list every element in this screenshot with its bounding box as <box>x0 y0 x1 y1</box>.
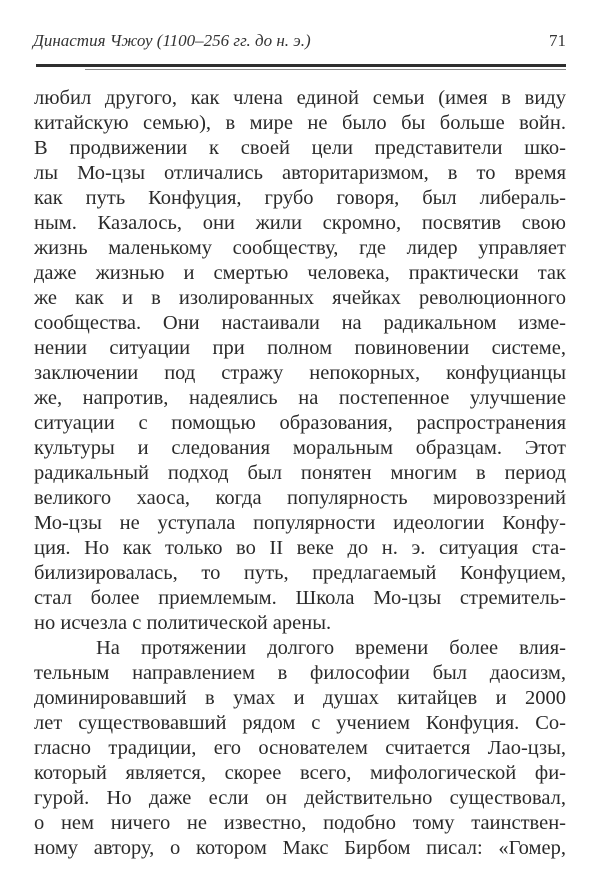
text-line: заключении под стражу непокорных, конфуцианцы <box>34 362 566 384</box>
text-line: ситуации с помощью образования, распространения <box>34 412 566 434</box>
header-rule-thin <box>85 69 566 70</box>
text-line: лы Мо-цзы отличались авторитаризмом, в то время <box>34 162 566 184</box>
text-line: На протяжении долгого времени более влия- <box>96 637 566 659</box>
text-line: ному автору, о котором Макс Бирбом писал: «Гомер, <box>34 837 566 859</box>
text-line: же как и в изолированных ячейках революционного <box>34 287 566 309</box>
header-rule <box>36 64 566 67</box>
text-line: китайскую семью), в мире не было бы больше войн. <box>34 112 566 134</box>
text-line: великого хаоса, когда популярность мировоззрений <box>34 487 566 509</box>
text-line: доминировавший в умах и душах китайцев и 2000 <box>34 687 566 709</box>
text-line: который является, скорее всего, мифологической фи- <box>34 762 566 784</box>
text-line: тельным направлением в философии был даосизм, <box>34 662 566 684</box>
text-line: нении ситуации при полном повиновении системе, <box>34 337 566 359</box>
text-line: о нем ничего не известно, подобно тому таинствен- <box>34 812 566 834</box>
text-line: как путь Конфуция, грубо говоря, был либераль- <box>34 187 566 209</box>
page-body <box>34 86 566 861</box>
text-line: любил другого, как члена единой семьи (имея в виду <box>34 87 566 109</box>
running-title: Династия Чжоу (1100–256 гг. до н. э.) <box>33 31 311 50</box>
text-line: ным. Казалось, они жили скромно, посвятив свою <box>34 212 566 234</box>
text-line: стал более приемлемым. Школа Мо-цзы стремитель- <box>34 587 566 609</box>
text-line: же, напротив, надеялись на постепенное улучшение <box>34 387 566 409</box>
text-line: культуры и следования моральным образцам. Этот <box>34 437 566 459</box>
text-line: гласно традиции, его основателем считается Лао-цзы, <box>34 737 566 759</box>
text-line: гурой. Но даже если он действительно существовал, <box>34 787 566 809</box>
text-line: Мо-цзы не уступала популярности идеологии Конфу- <box>34 512 566 534</box>
text-line: радикальный подход был понятен многим в период <box>34 462 566 484</box>
text-line: сообщества. Они настаивали на радикальном изме- <box>34 312 566 334</box>
text-line: но исчезла с политической арены. <box>34 612 332 634</box>
text-line: В продвижении к своей цели представители шко- <box>34 137 566 159</box>
text-line: билизировалась, то путь, предлагаемый Конфуцием, <box>34 562 566 584</box>
text-line: даже жизнью и смертью человека, практически так <box>34 262 566 284</box>
text-line: ция. Но как только во II веке до н. э. ситуация ста- <box>34 537 566 559</box>
page-number: 71 <box>549 31 566 50</box>
running-header <box>33 31 566 53</box>
text-line: лет существовавший рядом с учением Конфуция. Со- <box>34 712 566 734</box>
text-line: жизнь маленькому сообществу, где лидер управляет <box>34 237 566 259</box>
